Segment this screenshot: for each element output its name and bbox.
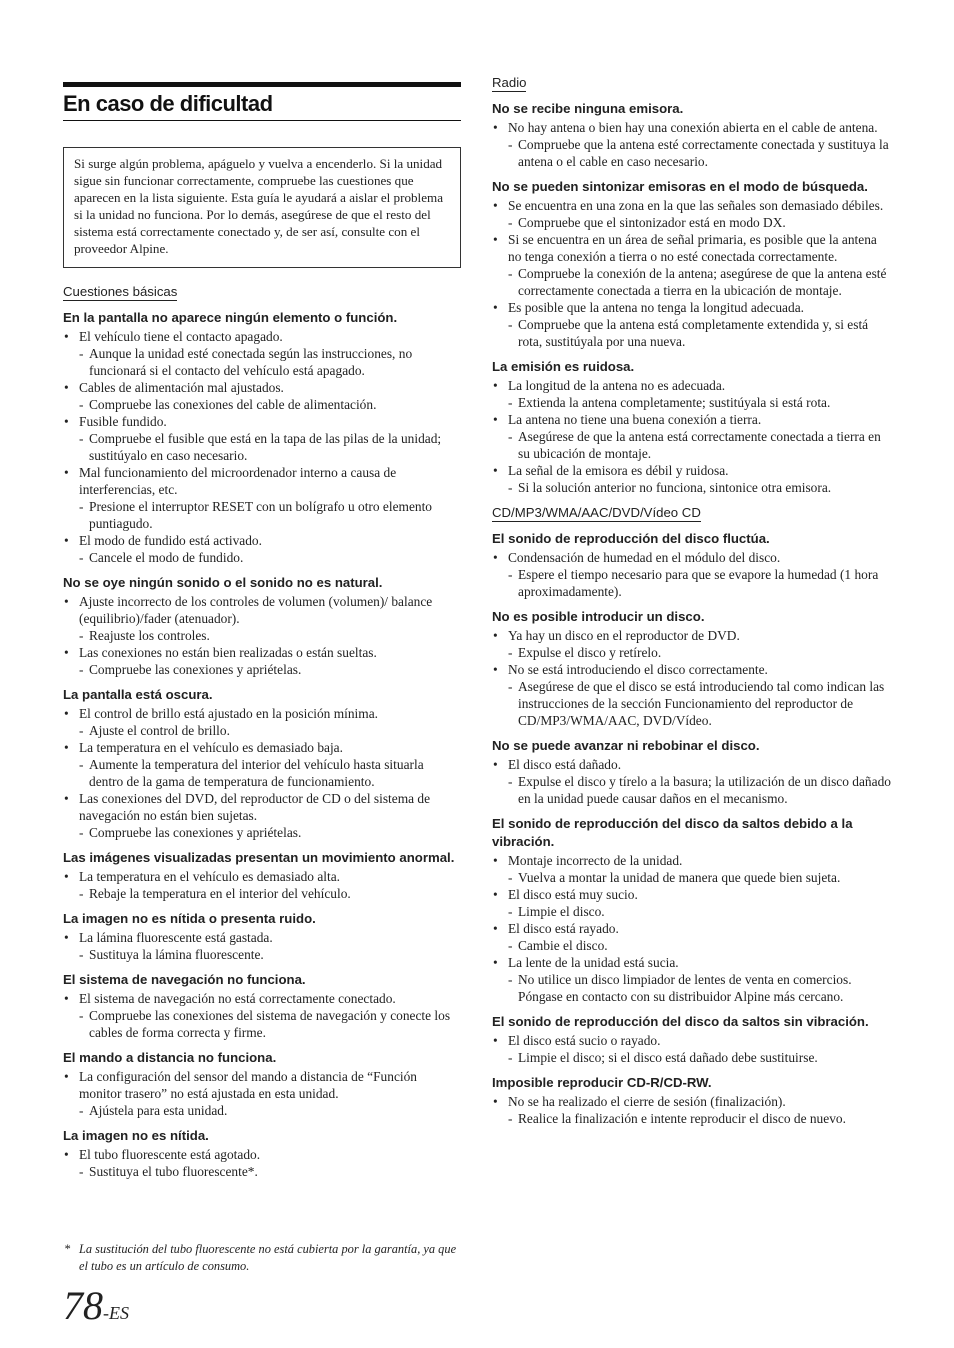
cause-item: • El control de brillo está ajustado en la posición mínima. [63,705,461,722]
cause-item: • El disco está rayado. [492,920,892,937]
issue-title: No se oye ningún sonido o el sonido no es natural. [63,575,383,590]
issue-title: Las imágenes visualizadas presentan un movimiento anormal. [63,850,455,865]
cause-item: • Fusible fundido. [63,413,461,430]
fix-item: - Compruebe las conexiones del sistema de navegación y conecte los cables de forma correcta y firme. [63,1007,461,1041]
issue-block [492,815,892,1005]
cause-item: • Las conexiones no están bien realizadas o están sueltas. [63,644,461,661]
cause-item: • La lámina fluorescente está gastada. [63,929,461,946]
fix-item: - Compruebe que la antena esté correctamente conectada y sustituya la antena o el cable en caso necesario. [492,136,892,170]
fix-item: - No utilice un disco limpiador de lentes de venta en comercios. Póngase en contacto con su distribuidor Alpine más cercano. [492,971,892,1005]
cause-item: • Condensación de humedad en el módulo del disco. [492,549,892,566]
section-heading: Radio [492,75,527,90]
issue-title: El sistema de navegación no funciona. [63,972,306,987]
fix-item: - Cancele el modo de fundido. [63,549,461,566]
issue-block [63,309,461,566]
header-rule-bottom [63,120,461,121]
fix-item: - Aunque la unidad esté conectada según las instrucciones, no funcionará si el contacto del vehículo está apagado. [63,345,461,379]
fix-item: - Asegúrese de que la antena está correctamente conectada a tierra en su ubicación de montaje. [492,428,892,462]
fix-item: - Cambie el disco. [492,937,892,954]
issue-title: La imagen no es nítida. [63,1128,209,1143]
section-heading-wrap [492,74,892,97]
fix-item: - Reajuste los controles. [63,627,461,644]
issue-block [492,178,892,350]
fix-item: - Rebaje la temperatura en el interior del vehículo. [63,885,461,902]
issue-block [492,530,892,600]
fix-item: - Compruebe las conexiones y apriételas. [63,661,461,678]
cause-item: • Cables de alimentación mal ajustados. [63,379,461,396]
fix-item: - Espere el tiempo necesario para que se evapore la humedad (1 hora aproximadamente). [492,566,892,600]
cause-item: • No se está introduciendo el disco correctamente. [492,661,892,678]
footnote [63,1241,461,1275]
cause-item: • El modo de fundido está activado. [63,532,461,549]
issue-title: Imposible reproducir CD-R/CD-RW. [492,1075,712,1090]
page-header [63,82,461,121]
cause-item: • Ajuste incorrecto de los controles de volumen (volumen)/ balance (equilibrio)/fader (atenuador). [63,593,461,627]
issue-block [63,849,461,902]
fix-item: - Limpie el disco; si el disco está dañado debe sustituirse. [492,1049,892,1066]
issue-title: No se pueden sintonizar emisoras en el modo de búsqueda. [492,179,868,194]
left-column [63,283,461,1188]
issue-title: El mando a distancia no funciona. [63,1050,277,1065]
page-title: En caso de dificultad [63,91,273,116]
cause-item: • La señal de la emisora es débil y ruidosa. [492,462,892,479]
section-heading-wrap [63,283,461,306]
fix-item: - Ajuste el control de brillo. [63,722,461,739]
cause-item: • El disco está sucio o rayado. [492,1032,892,1049]
issue-title: El sonido de reproducción del disco da saltos debido a la vibración. [492,816,853,849]
issue-block [63,910,461,963]
cause-item: • No se ha realizado el cierre de sesión (finalización). [492,1093,892,1110]
fix-item: - Compruebe las conexiones del cable de alimentación. [63,396,461,413]
issue-block [63,686,461,841]
section-heading: Cuestiones básicas [63,284,178,299]
issue-title: La emisión es ruidosa. [492,359,635,374]
cause-item: • Montaje incorrecto de la unidad. [492,852,892,869]
issue-block [492,608,892,729]
cause-item: • La longitud de la antena no es adecuada. [492,377,892,394]
fix-item: - Sustituya la lámina fluorescente. [63,946,461,963]
page-number-value: 78 [63,1283,103,1328]
cause-item: • Se encuentra en una zona en la que las señales son demasiado débiles. [492,197,892,214]
cause-item: • El sistema de navegación no está correctamente conectado. [63,990,461,1007]
fix-item: - Ajústela para esta unidad. [63,1102,461,1119]
fix-item: - Aumente la temperatura del interior del vehículo hasta situarla dentro de la gama de temperatura de funcionamiento. [63,756,461,790]
issue-title: El sonido de reproducción del disco da saltos sin vibración. [492,1014,869,1029]
fix-item: - Expulse el disco y retírelo. [492,644,892,661]
issue-block [492,737,892,807]
page-number-suffix: -ES [103,1303,129,1323]
issue-block [492,1013,892,1066]
fix-item: - Limpie el disco. [492,903,892,920]
cause-item: • Si se encuentra en un área de señal primaria, es posible que la antena no tenga conexión a tierra o no esté conectada correctamente. [492,231,892,265]
header-rule-top [63,82,461,87]
fix-item: - Sustituya el tubo fluorescente*. [63,1163,461,1180]
right-column [492,74,892,1135]
fix-item: - Expulse el disco y tírelo a la basura; la utilización de un disco dañado en la unidad puede causar daños en el mecanismo. [492,773,892,807]
footnote-mark: * [64,1242,71,1256]
fix-item: - Extienda la antena completamente; sustitúyala si está rota. [492,394,892,411]
issue-block [63,971,461,1041]
cause-item: • Es posible que la antena no tenga la longitud adecuada. [492,299,892,316]
cause-item: • La configuración del sensor del mando a distancia de “Función monitor trasero” no está ajustada en esta unidad. [63,1068,461,1102]
issue-block [492,100,892,170]
cause-item: • Ya hay un disco en el reproductor de DVD. [492,627,892,644]
fix-item: - Vuelva a montar la unidad de manera que quede bien sujeta. [492,869,892,886]
footnote-text: La sustitución del tubo fluorescente no está cubierta por la garantía, ya que el tubo es un artículo de consumo. [79,1242,457,1273]
cause-item: • La temperatura en el vehículo es demasiado alta. [63,868,461,885]
issue-title: No se puede avanzar ni rebobinar el disco. [492,738,760,753]
fix-item: - Realice la finalización e intente reproducir el disco de nuevo. [492,1110,892,1127]
cause-item: • No hay antena o bien hay una conexión abierta en el cable de antena. [492,119,892,136]
fix-item: - Compruebe el fusible que está en la tapa de las pilas de la unidad; sustitúyalo en caso necesario. [63,430,461,464]
issue-block [492,358,892,496]
fix-item: - Compruebe la conexión de la antena; asegúrese de que la antena esté correctamente conectada a tierra en la ubicación de montaje. [492,265,892,299]
issue-title: No es posible introducir un disco. [492,609,705,624]
cause-item: • La antena no tiene una buena conexión a tierra. [492,411,892,428]
cause-item: • El disco está muy sucio. [492,886,892,903]
issue-title: No se recibe ninguna emisora. [492,101,684,116]
section-heading: CD/MP3/WMA/AAC/DVD/Vídeo CD [492,505,701,520]
issue-block [63,1049,461,1119]
cause-item: • El tubo fluorescente está agotado. [63,1146,461,1163]
issue-block [492,1074,892,1127]
cause-item: • La lente de la unidad está sucia. [492,954,892,971]
issue-block [63,1127,461,1180]
fix-item: - Si la solución anterior no funciona, sintonice otra emisora. [492,479,892,496]
issue-title: El sonido de reproducción del disco fluctúa. [492,531,770,546]
issue-title: En la pantalla no aparece ningún elemento o función. [63,310,398,325]
fix-item: - Compruebe que la antena está completamente extendida y, si está rota, sustitúyala por una nueva. [492,316,892,350]
cause-item: • Las conexiones del DVD, del reproductor de CD o del sistema de navegación no están bien sujetas. [63,790,461,824]
issue-block [63,574,461,678]
section-heading-wrap [492,504,892,527]
cause-item: • El vehículo tiene el contacto apagado. [63,328,461,345]
issue-title: La pantalla está oscura. [63,687,213,702]
cause-item: • La temperatura en el vehículo es demasiado baja. [63,739,461,756]
fix-item: - Compruebe las conexiones y apriételas. [63,824,461,841]
intro-box: Si surge algún problema, apáguelo y vuelva a encenderlo. Si la unidad sigue sin funcionar correctamente, compruebe las cuestiones que aparecen en la lista siguiente. Esta guía le ayudará a aislar el problema si la unidad no funciona. Por lo demás, asegúrese de que el resto del sistema está correctamente conectado y, de ser así, consulte con el proveedor Alpine. [63,147,461,268]
cause-item: • Mal funcionamiento del microordenador interno a causa de interferencias, etc. [63,464,461,498]
fix-item: - Asegúrese de que el disco se está introduciendo tal como indican las instrucciones de la sección Funcionamiento del reproductor de CD/MP3/WMA/AAC, DVD/Vídeo. [492,678,892,729]
cause-item: • El disco está dañado. [492,756,892,773]
page-number [63,1284,129,1328]
fix-item: - Compruebe que el sintonizador está en modo DX. [492,214,892,231]
issue-title: La imagen no es nítida o presenta ruido. [63,911,316,926]
fix-item: - Presione el interruptor RESET con un bolígrafo u otro elemento puntiagudo. [63,498,461,532]
